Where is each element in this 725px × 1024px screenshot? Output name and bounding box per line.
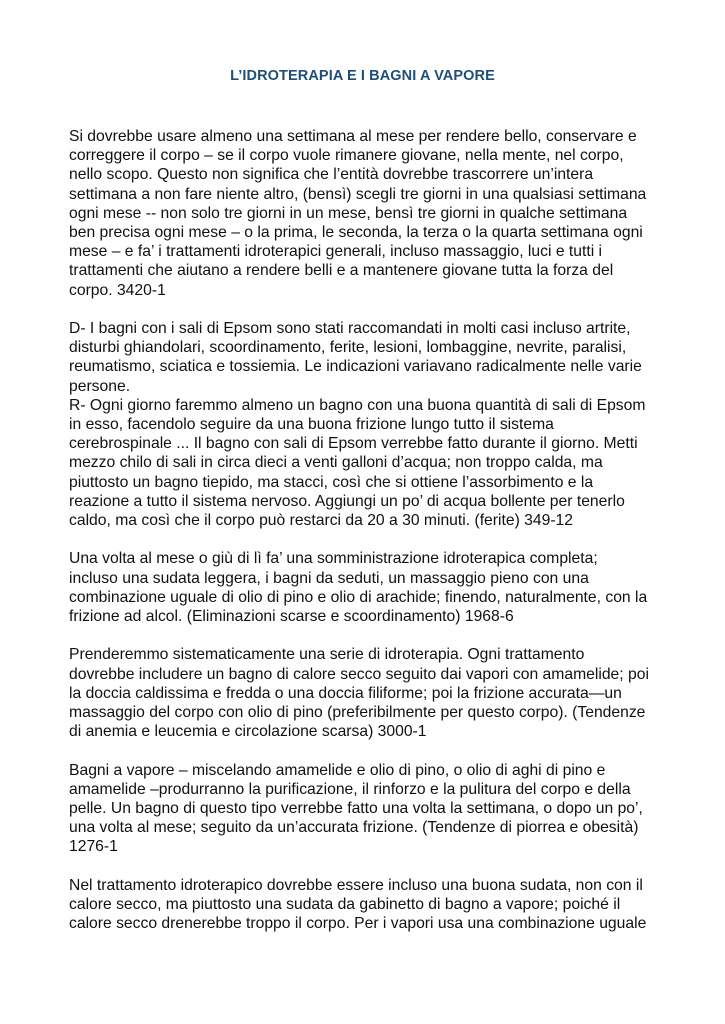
- text-line: combinazione uguale di olio di pino e olio di arachide; finendo, naturalmente, con la: [69, 588, 648, 606]
- text-line: calore secco drenerebbe troppo il corpo. Per i vapori usa una combinazione uguale: [69, 915, 647, 933]
- text-line: amamelide –produrranno la purificazione, il rinforzo e la pulitura del corpo e della: [69, 780, 631, 798]
- text-line: reazione a tutto il sistema nervoso. Aggiungi un po’ di acqua bollente per tenerlo: [69, 492, 625, 510]
- text-line: D- I bagni con i sali di Epsom sono stati raccomandati in molti casi incluso artrite,: [69, 320, 631, 338]
- paragraph-beauty-week: [69, 127, 669, 300]
- text-line: Si dovrebbe usare almeno una settimana al mese per rendere bello, conservare e: [69, 128, 637, 145]
- text-line: R- Ogni giorno faremmo almeno un bagno con una buona quantità di sali di Epsom: [69, 396, 646, 414]
- text-line: nello scopo. Questo non significa che l’entità dovrebbe trascorrere un’intera: [69, 166, 594, 184]
- text-line: calore secco, ma piuttosto una sudata da gabinetto di bagno a vapore; poiché il: [69, 896, 621, 914]
- text-line: trattamenti che aiutano a rendere belli e a mantenere giovane tutta la forza del: [69, 262, 614, 280]
- document-title: L’IDROTERAPIA E I BAGNI A VAPORE: [230, 68, 495, 84]
- text-line: Prenderemmo sistematicamente una serie di idroterapia. Ogni trattamento: [69, 646, 585, 664]
- text-line: corpo. 3420-1: [69, 281, 166, 299]
- document-body: [69, 127, 669, 933]
- text-line: caldo, ma così che il corpo può restarci da 20 a 30 minuti. (ferite) 349-12: [69, 512, 573, 530]
- text-line: dovrebbe includere un bagno di calore secco seguito dai vapori con amamelide; poi: [69, 665, 649, 683]
- text-line: settimana a non fare niente altro, (bensì) scegli tre giorni in una qualsiasi settimana: [69, 185, 647, 203]
- paragraph-monthly-treatment: [69, 549, 669, 626]
- text-line: incluso una sudata leggera, i bagni da seduti, un massaggio pieno con una: [69, 569, 589, 587]
- paragraph-hydrotherapy-series: [69, 645, 669, 741]
- text-line: Una volta al mese o giù di lì fa’ una somministrazione idroterapica completa;: [69, 550, 598, 568]
- text-line: piuttosto un bagno tiepido, ma stacci, così che si ottiene l’assorbimento e la: [69, 473, 594, 491]
- text-line: disturbi ghiandolari, scoordinamento, ferite, lesioni, lombaggine, nevrite, paralisi,: [69, 339, 627, 357]
- text-line: mese – e fa’ i trattamenti idroterapici generali, incluso massaggio, luci e tutti i: [69, 243, 603, 261]
- paragraph-sweat-treatment: [69, 876, 669, 934]
- text-line: Bagni a vapore – miscelando amamelide e olio di pino, o olio di aghi di pino e: [69, 761, 606, 779]
- paragraph-question-epsom: [69, 319, 669, 396]
- text-line: cerebrospinale ... Il bagno con sali di Epsom verrebbe fatto durante il giorno. Metti: [69, 435, 638, 453]
- paragraph-answer-epsom: [69, 396, 669, 530]
- text-line: una volta al mese; seguito da un’accurata frizione. (Tendenze di piorrea e obesità): [69, 819, 639, 837]
- text-line: 1276-1: [69, 838, 118, 856]
- text-line: massaggio del corpo con olio di pino (preferibilmente per questo corpo). (Tendenze: [69, 704, 646, 722]
- text-line: ogni mese -- non solo tre giorni in un mese, bensì tre giorni in qualche settimana: [69, 204, 628, 222]
- paragraph-steam-baths: [69, 761, 669, 857]
- text-line: di anemia e leucemia e circolazione scarsa) 3000-1: [69, 723, 427, 741]
- text-line: pelle. Un bagno di questo tipo verrebbe fatto una volta la settimana, o dopo un po’,: [69, 800, 643, 818]
- text-line: Nel trattamento idroterapico dovrebbe essere incluso una buona sudata, non con il: [69, 876, 643, 894]
- text-line: reumatismo, sciatica e tossiemia. Le indicazioni variavano radicalmente nelle varie: [69, 358, 642, 376]
- text-line: mezzo chilo di sali in circa dieci a venti galloni d’acqua; non troppo calda, ma: [69, 454, 603, 472]
- text-line: correggere il corpo – se il corpo vuole rimanere giovane, nella mente, nel corpo,: [69, 147, 624, 165]
- text-line: frizione ad alcol. (Eliminazioni scarse e scoordinamento) 1968-6: [69, 608, 514, 626]
- text-line: ben precisa ogni mese – o la prima, le seconda, la terza o la quarta settimana ogni: [69, 224, 643, 242]
- text-line: la doccia caldissima e fredda o una doccia filiforme; poi la frizione accurata—un: [69, 684, 622, 702]
- text-line: in esso, facendolo seguire da una buona frizione lungo tutto il sistema: [69, 416, 554, 434]
- text-line: persone.: [69, 377, 131, 395]
